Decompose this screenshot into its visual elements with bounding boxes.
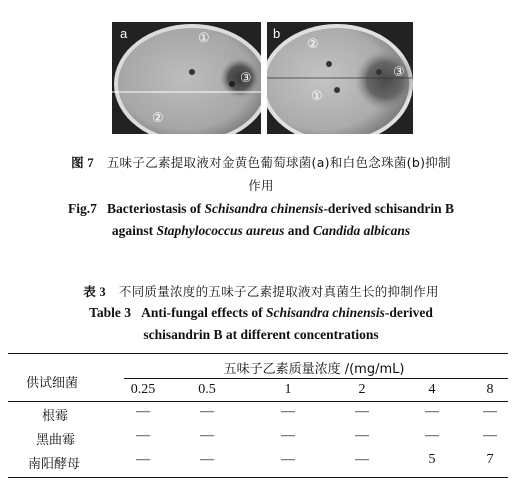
table-row-2-cell-0: — <box>136 452 150 467</box>
panel-b-marker-3: ③ <box>393 64 405 79</box>
figure-caption-en-line1 <box>0 201 522 217</box>
figure-caption-en-line2-italic2: Candida albicans <box>312 223 411 238</box>
petri-dish-a-image <box>112 22 261 134</box>
figure-caption-en-prefix: Fig.7 <box>68 201 97 216</box>
table-title-cn <box>0 282 522 300</box>
table-top-rule <box>8 353 508 354</box>
table-row-1-cell-0: — <box>136 428 150 443</box>
table-row-2-cell-4: 5 <box>428 452 436 467</box>
table-row-1-cell-3: — <box>355 428 369 443</box>
figure-caption-en-line1-italic: Schisandra chinensis <box>204 201 324 216</box>
panel-b-letter: b <box>273 26 281 41</box>
table-row-1-cell-1: — <box>200 428 214 443</box>
figure-panel-b <box>267 22 413 134</box>
table-row-0-cell-2: — <box>281 404 295 419</box>
figure-caption-cn-prefix: 图 7 <box>71 156 94 170</box>
table-title-en-line2: schisandrin B at different concentrations <box>143 327 379 342</box>
table-row-0-cell-4: — <box>425 404 439 419</box>
table-header-rule <box>8 401 508 402</box>
table-row-2-cell-1: — <box>200 452 214 467</box>
table-col-header-1: 0.5 <box>198 382 216 397</box>
figure-caption-en-line2-italic1: Staphylococcus aureus <box>156 223 285 238</box>
table-title-cn-text: 不同质量浓度的五味子乙素提取液对真菌生长的抑制作用 <box>118 284 439 299</box>
table-group-header: 五味子乙素质量浓度 /(mg/mL) <box>223 362 405 377</box>
table-row-1-cell-4: — <box>425 428 439 443</box>
figure-caption-en-line2-pre: against <box>111 223 157 238</box>
table-col-header-3: 2 <box>358 382 366 397</box>
table-col-header-2: 1 <box>284 382 292 397</box>
table-group-rule <box>124 378 508 379</box>
panel-a-letter: a <box>120 26 128 41</box>
table-row-1-cell-2: — <box>281 428 295 443</box>
table-row-2-name: 南阳酵母 <box>28 457 81 472</box>
table-row-2-cell-5: 7 <box>486 452 494 467</box>
figure-panel-a <box>112 22 261 134</box>
table-bottom-rule <box>8 477 508 478</box>
table-title-en-line1-post: -derived <box>384 305 433 320</box>
panel-b-marker-2: ② <box>307 36 319 51</box>
figure-caption-cn-line1 <box>0 153 522 171</box>
panel-a-marker-1: ① <box>198 30 210 45</box>
figure-caption-en-line2 <box>0 223 522 239</box>
table-row-0-cell-3: — <box>355 404 369 419</box>
table-row-0-cell-0: — <box>136 404 150 419</box>
table-row-header: 供试细菌 <box>26 376 79 391</box>
figure-caption-cn-text: 五味子乙素提取液对金黄色葡萄球菌(a)和白色念珠菌(b)抑制 <box>106 155 451 170</box>
table-row-0-cell-5: — <box>483 404 497 419</box>
figure-caption-en-line1-post: -derived schisandrin B <box>323 201 454 216</box>
table-title-en-line1 <box>0 305 522 321</box>
table-col-header-0: 0.25 <box>130 382 156 397</box>
table-title-en-prefix: Table 3 <box>89 305 131 320</box>
table-row-2-cell-3: — <box>355 452 369 467</box>
table-title-cn-prefix: 表 3 <box>83 285 106 299</box>
figure-caption-en-line2-mid: and <box>284 223 313 238</box>
panel-a-marker-2: ② <box>152 110 164 125</box>
table-row-2-cell-2: — <box>281 452 295 467</box>
table-title-en-line1-italic: Schisandra chinensis <box>265 305 385 320</box>
table-col-header-5: 8 <box>486 382 494 397</box>
table-row-1-cell-5: — <box>483 428 497 443</box>
panel-a-marker-3: ③ <box>240 70 252 85</box>
panel-b-marker-1: ① <box>311 88 323 103</box>
table-title-en-line1-pre: Anti-fungal effects of <box>141 305 266 320</box>
table-row-0-name: 根霉 <box>42 409 69 424</box>
petri-dish-b-image <box>267 22 413 134</box>
table-row-0-cell-1: — <box>200 404 214 419</box>
table-col-header-4: 4 <box>428 382 436 397</box>
table-row-1-name: 黑曲霉 <box>36 433 76 448</box>
figure-caption-en-line1-pre: Bacteriostasis of <box>107 201 205 216</box>
figure-caption-cn-line2: 作用 <box>248 178 274 193</box>
